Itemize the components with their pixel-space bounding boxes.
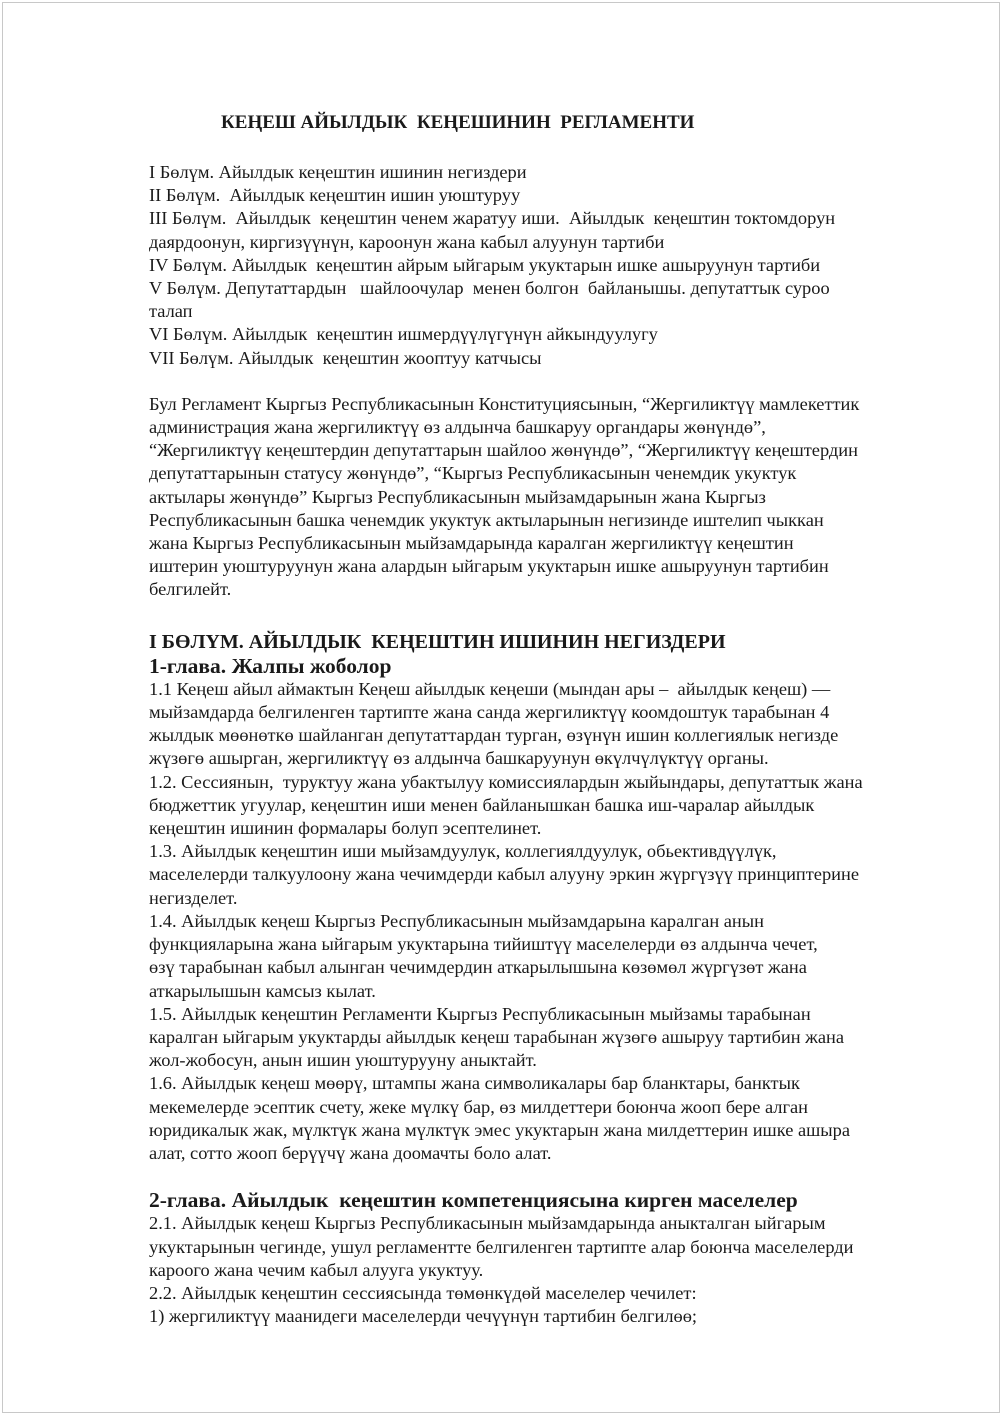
text-line: аткарылышын камсыз кылат.	[149, 980, 376, 1001]
text-line: 1.4. Айылдык кеңеш Кыргыз Республикасынын мыйзамдарына каралган анын	[149, 910, 764, 931]
chapter-heading: 1-глава. Жалпы жоболор	[149, 653, 392, 678]
toc-line: III Бөлүм. Айылдык кеңештин ченем жаратуу иши. Айылдык кеңештин токтомдорун	[149, 208, 836, 229]
text-line: юридикалык жак, мүлктүк жана мүлктүк эмес укуктарын жана милдеттерин ишке ашыра	[149, 1119, 850, 1140]
text-line: Бул Регламент Кыргыз Республикасынын Конституциясынын, “Жергиликтүү мамлекеттик	[149, 393, 860, 414]
text-line: “Жергиликтүү кеңештердин депутаттарын шайлоо жөнүндө”, “Жергиликтүү кеңештердин	[149, 440, 858, 461]
text-line: жана Кыргыз Республикасынын мыйзамдарында каралган жергиликтүү кеңештин	[149, 533, 794, 554]
chapter-2	[149, 1189, 939, 1328]
text-line: 2.2. Айылдык кеңештин сессиясында төмөнкүдөй маселелер чечилет:	[149, 1282, 697, 1303]
text-line: бюджеттик угуулар, кеңештин иши менен байланышкан башка иш-чаралар айылдык	[149, 794, 815, 815]
text-line: 1.2. Сессиянын, туруктуу жана убактылуу комиссиялардын жыйындары, депутаттык жана	[149, 771, 863, 792]
text-line: жүзөгө ашырган, жергиликтүү өз алдынча башкаруунун өкүлчүлүктүү органы.	[149, 748, 769, 769]
toc-line: V Бөлүм. Депутаттардын шайлоочулар менен болгон байланышы. депутаттык суроо	[149, 278, 830, 299]
toc-line: талап	[149, 301, 193, 322]
document-body	[149, 111, 939, 1328]
text-line: кароого жана чечим кабыл алууга укуктуу.	[149, 1259, 484, 1280]
text-line: 1.5. Айылдык кеңештин Регламенти Кыргыз Республикасынын мыйзамы тарабынан	[149, 1003, 811, 1024]
text-line: депутаттарынын статусу жөнүндө”, “Кыргыз Республикасынын ченемдик укуктук	[149, 463, 797, 484]
text-line: 1.1 Кеңеш айыл аймактын Кеңеш айылдык кеңеши (мындан ары – айылдык кеңеш) —	[149, 678, 831, 699]
toc-line: VI Бөлүм. Айылдык кеңештин ишмердүүлүгүнүн айкындуулугу	[149, 324, 658, 345]
toc-line: даярдоонун, киргизүүнүн, кароонун жана кабыл алуунун тартиби	[149, 231, 665, 252]
text-line: администрация жана жергиликтүү өз алдынча башкаруу органдары жөнүндө”,	[149, 417, 766, 438]
text-line: каралган ыйгарым укуктарды айылдык кеңеш тарабынан жүзөгө ашыруу тартибин жана	[149, 1026, 845, 1047]
chapter-2-text	[149, 1212, 939, 1328]
text-line: мекемелерде эсептик счету, жеке мүлкү бар, өз милдеттери боюнча жооп бере алган	[149, 1096, 809, 1117]
text-line: 1) жергиликтүү маанидеги маселелерди чечүүнүн тартибин белгилөө;	[149, 1306, 698, 1327]
text-line: 1.6. Айылдык кеңеш мөөрү, штампы жана символикалары бар бланктары, банктык	[149, 1073, 800, 1094]
text-line: жылдык мөөнөткө шайланган депутаттардан турган, өзүнүн ишин коллегиялык негизде	[149, 725, 839, 746]
text-line: алат, сотто жооп берүүчү жана доомачты боло алат.	[149, 1142, 552, 1163]
text-line: 1.3. Айылдык кеңештин иши мыйзамдуулук, коллегиялдуулук, обьективдүүлүк,	[149, 841, 777, 862]
text-line: укуктарынын чегинде, ушул регламентте белгиленген тартипте алар боюнча маселелерди	[149, 1236, 854, 1257]
text-line: иштерин уюштуруунун жана алардын ыйгарым укуктарын ишке ашыруунун тартибин	[149, 556, 829, 577]
section-heading: I БӨЛҮМ. АЙЫЛДЫК КЕҢЕШТИН ИШИНИН НЕГИЗДЕРИ	[149, 630, 726, 653]
document-title: КЕҢЕШ АЙЫЛДЫК КЕҢЕШИНИН РЕГЛАМЕНТИ	[221, 112, 695, 133]
text-line: өзү тарабынан кабыл алынган чечимдердин аткарылышына көзөмөл жүргүзөт жана	[149, 957, 807, 978]
text-line: функцияларына жана ыйгарым укуктарына тийиштүү маселелерди өз алдынча чечет,	[149, 934, 818, 955]
text-line: маселелерди талкуулоону жана чечимдерди кабыл алууну эркин жүргүзүү принциптерине	[149, 864, 860, 885]
text-line: кеңештин ишинин формалары болуп эсептелинет.	[149, 818, 542, 839]
text-line: жол-жобосун, анын ишин уюштурууну аныктайт.	[149, 1050, 537, 1071]
text-line: негизделет.	[149, 887, 238, 908]
intro-paragraph	[149, 393, 939, 602]
text-line: белгилейт.	[149, 579, 232, 600]
chapter-heading: 2-глава. Айылдык кеңештин компетенциясына кирген маселелер	[149, 1188, 798, 1213]
table-of-contents	[149, 161, 939, 370]
toc-line: II Бөлүм. Айылдык кеңештин ишин уюштуруу	[149, 185, 521, 206]
chapter-1-text	[149, 678, 939, 1165]
text-line: актылары жөнүндө” Кыргыз Республикасынын мыйзамдарынын жана Кыргыз	[149, 486, 766, 507]
toc-line: IV Бөлүм. Айылдык кеңештин айрым ыйгарым укуктарын ишке ашыруунун тартиби	[149, 254, 821, 275]
text-line: 2.1. Айылдык кеңеш Кыргыз Республикасынын мыйзамдарында аныкталган ыйгарым	[149, 1213, 826, 1234]
toc-line: I Бөлүм. Айылдык кеңештин ишинин негиздери	[149, 162, 527, 182]
text-line: Республикасынын башка ченемдик укуктук актыларынын негизинде иштелип чыккан	[149, 509, 824, 530]
chapter-1	[149, 655, 939, 1165]
text-line: мыйзамдарда белгиленген тартипте жана санда жергиликтүү коомдоштук тарабынан 4	[149, 702, 830, 723]
page	[2, 2, 1000, 1413]
toc-line: VII Бөлүм. Айылдык кеңештин жооптуу катчысы	[149, 347, 542, 368]
